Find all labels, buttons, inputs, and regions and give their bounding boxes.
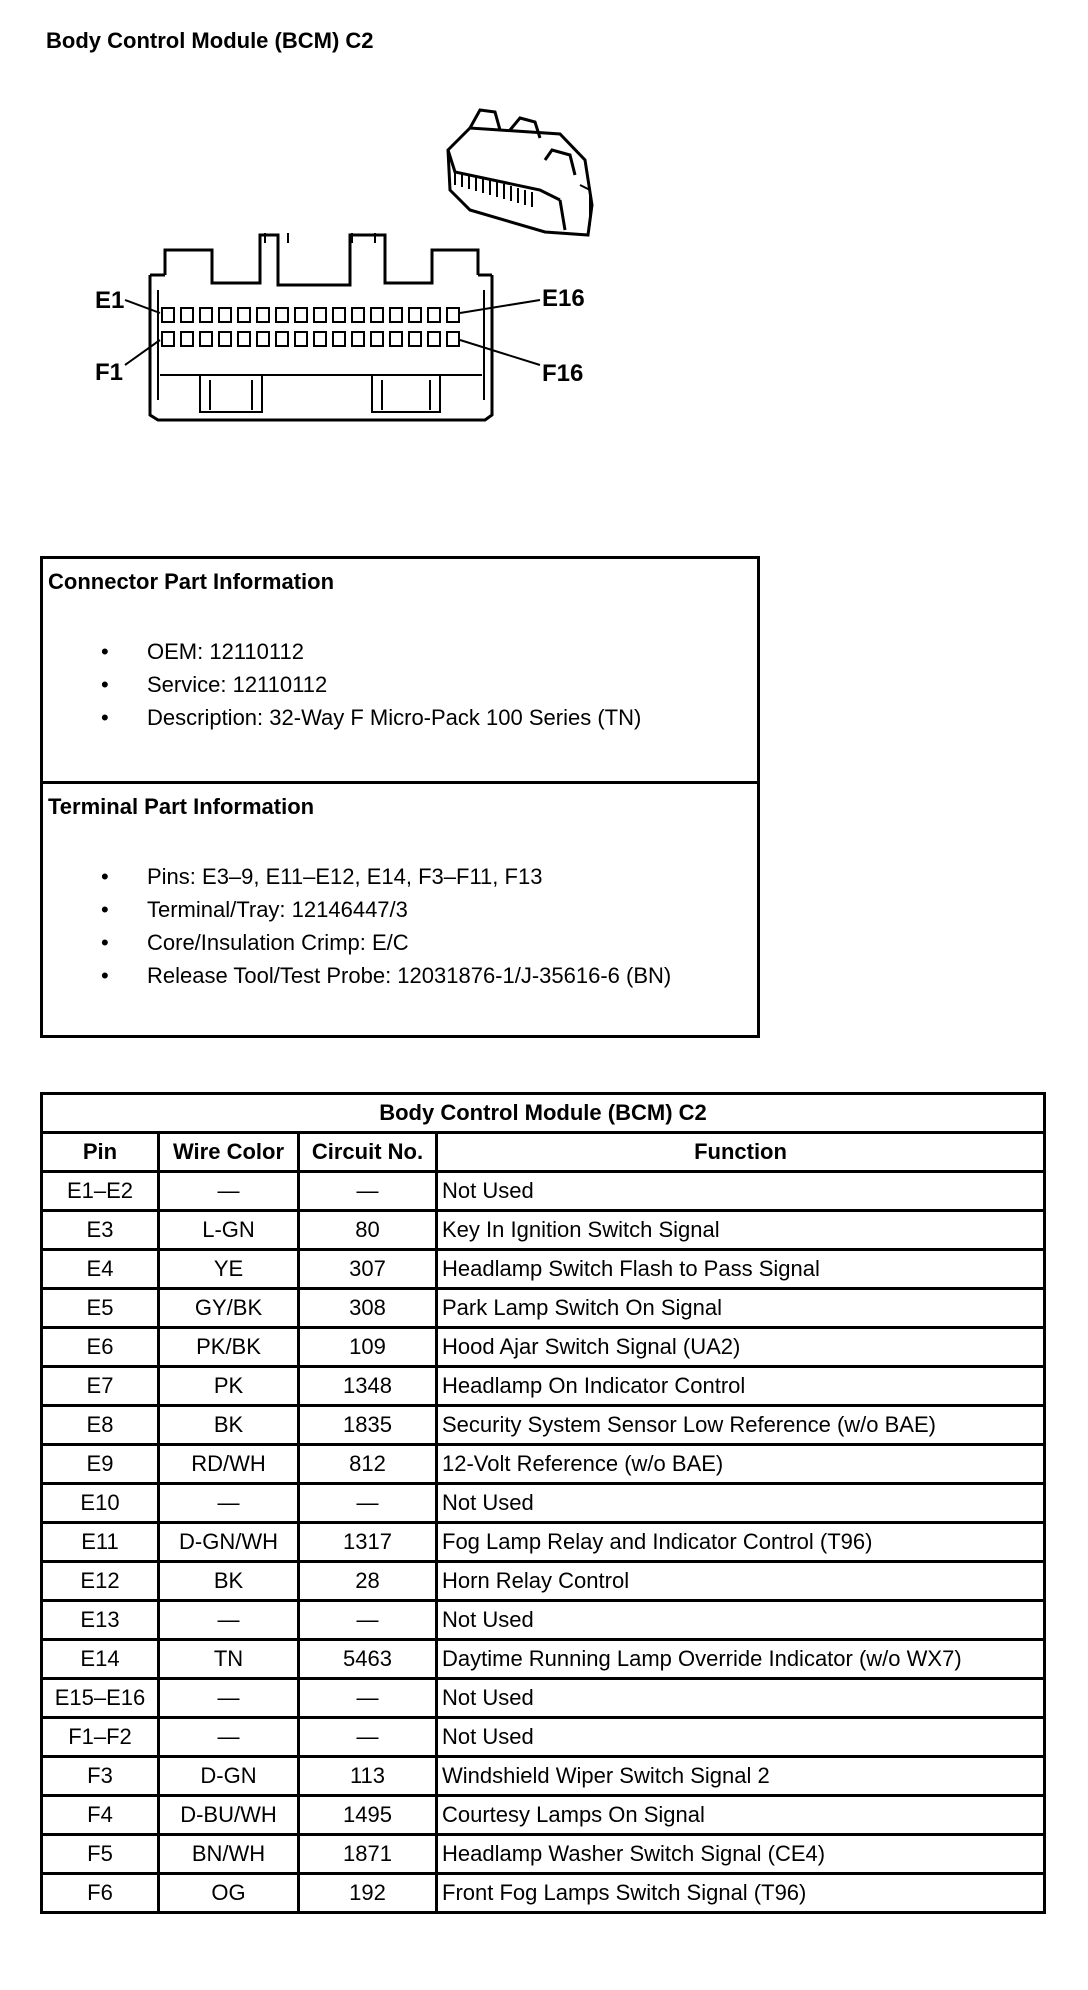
cell-wire-color: — (159, 1172, 299, 1211)
cell-wire-color: GY/BK (159, 1289, 299, 1328)
cell-circuit: 1835 (299, 1406, 437, 1445)
connector-face (150, 233, 492, 420)
connector-info-heading: Connector Part Information (48, 569, 335, 594)
terminal-info-section (43, 794, 757, 992)
cell-wire-color: PK (159, 1367, 299, 1406)
connector-diagram (0, 0, 1088, 440)
cell-circuit: 1348 (299, 1367, 437, 1406)
table-row (42, 1835, 1045, 1874)
label-f1: F1 (95, 359, 124, 386)
cell-function: Front Fog Lamps Switch Signal (T96) (437, 1874, 1045, 1913)
cell-pin: E1–E2 (42, 1172, 159, 1211)
part-info-box (40, 556, 760, 1038)
cell-function: Not Used (437, 1718, 1045, 1757)
header-wire-color: Wire Color (159, 1133, 299, 1172)
cell-circuit: — (299, 1484, 437, 1523)
connector-info-section (43, 569, 757, 781)
cell-function: Not Used (437, 1172, 1045, 1211)
cell-circuit: — (299, 1679, 437, 1718)
list-item: • Description: 32-Way F Micro-Pack 100 Series (TN) (43, 701, 757, 734)
table-row (42, 1640, 1045, 1679)
table-row (42, 1406, 1045, 1445)
cell-function: Key In Ignition Switch Signal (437, 1211, 1045, 1250)
cell-wire-color: — (159, 1679, 299, 1718)
table-row (42, 1601, 1045, 1640)
cell-pin: E6 (42, 1328, 159, 1367)
label-e1: E1 (95, 287, 125, 314)
cell-circuit: — (299, 1601, 437, 1640)
cell-function: Not Used (437, 1601, 1045, 1640)
cell-function: Fog Lamp Relay and Indicator Control (T96) (437, 1523, 1045, 1562)
list-item: • Terminal/Tray: 12146447/3 (43, 893, 757, 926)
cell-function: Headlamp On Indicator Control (437, 1367, 1045, 1406)
cell-wire-color: L-GN (159, 1211, 299, 1250)
cell-pin: E8 (42, 1406, 159, 1445)
cell-wire-color: D-GN/WH (159, 1523, 299, 1562)
pin-cavities (162, 308, 459, 346)
cell-wire-color: D-GN (159, 1757, 299, 1796)
table-row (42, 1874, 1045, 1913)
cell-wire-color: D-BU/WH (159, 1796, 299, 1835)
cell-wire-color: YE (159, 1250, 299, 1289)
table-row (42, 1445, 1045, 1484)
cell-pin: E10 (42, 1484, 159, 1523)
cell-circuit: — (299, 1718, 437, 1757)
cell-pin: E14 (42, 1640, 159, 1679)
table-row (42, 1484, 1045, 1523)
cell-wire-color: — (159, 1484, 299, 1523)
list-item: • Service: 12110112 (43, 668, 757, 701)
terminal-info-heading: Terminal Part Information (48, 794, 315, 819)
cell-function: Not Used (437, 1679, 1045, 1718)
cell-pin: E9 (42, 1445, 159, 1484)
cell-pin: E5 (42, 1289, 159, 1328)
header-pin: Pin (42, 1133, 159, 1172)
table-row (42, 1172, 1045, 1211)
cell-circuit: 28 (299, 1562, 437, 1601)
table-row (42, 1289, 1045, 1328)
connector-iso-view (448, 110, 592, 235)
cell-pin: F1–F2 (42, 1718, 159, 1757)
cell-function: Security System Sensor Low Reference (w/o BAE) (437, 1406, 1045, 1445)
cell-wire-color: BN/WH (159, 1835, 299, 1874)
cell-wire-color: — (159, 1601, 299, 1640)
cell-function: Headlamp Switch Flash to Pass Signal (437, 1250, 1045, 1289)
cell-pin: F3 (42, 1757, 159, 1796)
cell-wire-color: OG (159, 1874, 299, 1913)
table-row (42, 1718, 1045, 1757)
cell-pin: E7 (42, 1367, 159, 1406)
table-row (42, 1679, 1045, 1718)
table-row (42, 1250, 1045, 1289)
cell-function: Headlamp Washer Switch Signal (CE4) (437, 1835, 1045, 1874)
cell-circuit: 308 (299, 1289, 437, 1328)
list-item: • Core/Insulation Crimp: E/C (43, 926, 757, 959)
cell-circuit: 1317 (299, 1523, 437, 1562)
cell-circuit: 113 (299, 1757, 437, 1796)
cell-wire-color: BK (159, 1562, 299, 1601)
pin-table-body (42, 1172, 1045, 1913)
cell-pin: F6 (42, 1874, 159, 1913)
cell-pin: E13 (42, 1601, 159, 1640)
section-divider (43, 781, 757, 784)
cell-circuit: 80 (299, 1211, 437, 1250)
cell-function: Daytime Running Lamp Override Indicator (w/o WX7) (437, 1640, 1045, 1679)
table-row (42, 1796, 1045, 1835)
cell-pin: F5 (42, 1835, 159, 1874)
cell-pin: E3 (42, 1211, 159, 1250)
table-header-row (42, 1133, 1045, 1172)
cell-function: Horn Relay Control (437, 1562, 1045, 1601)
cell-pin: E15–E16 (42, 1679, 159, 1718)
cell-wire-color: PK/BK (159, 1328, 299, 1367)
cell-circuit: 5463 (299, 1640, 437, 1679)
table-row (42, 1367, 1045, 1406)
cell-circuit: 109 (299, 1328, 437, 1367)
cell-circuit: — (299, 1172, 437, 1211)
cell-wire-color: — (159, 1718, 299, 1757)
cell-circuit: 307 (299, 1250, 437, 1289)
table-caption: Body Control Module (BCM) C2 (42, 1094, 1045, 1133)
pin-table (40, 1092, 1046, 1914)
cell-function: Windshield Wiper Switch Signal 2 (437, 1757, 1045, 1796)
header-function: Function (437, 1133, 1045, 1172)
table-row (42, 1757, 1045, 1796)
page-title: Body Control Module (BCM) C2 (46, 28, 374, 53)
cell-wire-color: BK (159, 1406, 299, 1445)
table-row (42, 1211, 1045, 1250)
cell-wire-color: RD/WH (159, 1445, 299, 1484)
list-item: • OEM: 12110112 (43, 635, 757, 668)
cell-function: Courtesy Lamps On Signal (437, 1796, 1045, 1835)
connector-info-list (43, 635, 757, 734)
cell-wire-color: TN (159, 1640, 299, 1679)
cell-pin: E4 (42, 1250, 159, 1289)
label-f16: F16 (542, 360, 584, 387)
cell-function: 12-Volt Reference (w/o BAE) (437, 1445, 1045, 1484)
cell-pin: E12 (42, 1562, 159, 1601)
list-item: • Pins: E3–9, E11–E12, E14, F3–F11, F13 (43, 860, 757, 893)
cell-function: Hood Ajar Switch Signal (UA2) (437, 1328, 1045, 1367)
cell-circuit: 192 (299, 1874, 437, 1913)
table-row (42, 1562, 1045, 1601)
table-row (42, 1328, 1045, 1367)
cell-function: Not Used (437, 1484, 1045, 1523)
list-item: • Release Tool/Test Probe: 12031876-1/J-35616-6 (BN) (43, 959, 757, 992)
terminal-info-list (43, 860, 757, 992)
cell-circuit: 1871 (299, 1835, 437, 1874)
cell-function: Park Lamp Switch On Signal (437, 1289, 1045, 1328)
table-row (42, 1523, 1045, 1562)
cell-pin: F4 (42, 1796, 159, 1835)
cell-circuit: 812 (299, 1445, 437, 1484)
label-e16: E16 (542, 285, 585, 312)
cell-pin: E11 (42, 1523, 159, 1562)
cell-circuit: 1495 (299, 1796, 437, 1835)
header-circuit: Circuit No. (299, 1133, 437, 1172)
